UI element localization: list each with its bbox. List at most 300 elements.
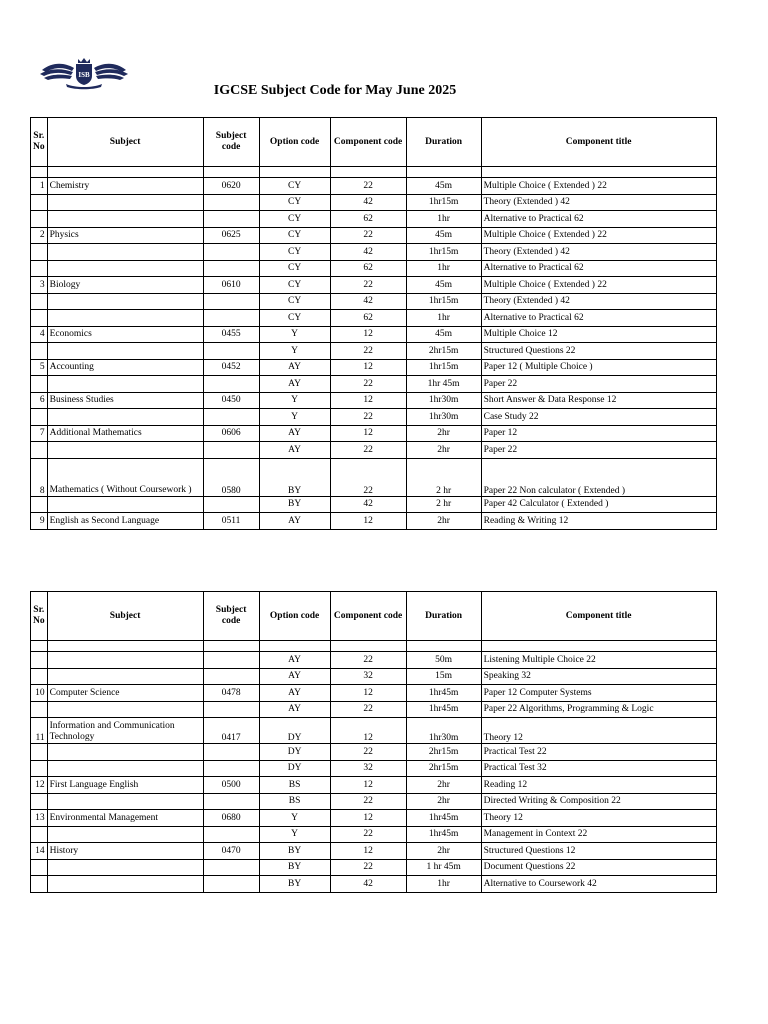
option-code-cell: DY: [259, 718, 330, 744]
subject-cell: [47, 826, 203, 843]
component-code-cell: 42: [330, 876, 406, 893]
component-code-cell: 22: [330, 442, 406, 459]
subject-cell: [47, 293, 203, 310]
sr-no-cell: 14: [31, 843, 48, 860]
component-title-cell: Paper 12 Computer Systems: [481, 685, 716, 702]
subject-cell: [47, 744, 203, 761]
component-title-cell: Multiple Choice ( Extended ) 22: [481, 178, 716, 195]
component-code-cell: 22: [330, 859, 406, 876]
table-row: [31, 685, 717, 702]
subject-code-cell: 0470: [203, 843, 259, 860]
option-code-cell: AY: [259, 701, 330, 718]
component-code-cell: 12: [330, 777, 406, 794]
duration-cell: 1hr45m: [406, 810, 481, 827]
component-code-cell: 32: [330, 760, 406, 777]
option-code-cell: CY: [259, 211, 330, 228]
subject-cell: Mathematics ( Without Coursework ): [47, 458, 203, 496]
component-code-cell: 22: [330, 744, 406, 761]
option-code-cell: Y: [259, 343, 330, 360]
sr-no-cell: 4: [31, 326, 48, 343]
sr-no-cell: 8: [31, 458, 48, 496]
duration-cell: 2 hr: [406, 496, 481, 513]
duration-cell: 15m: [406, 668, 481, 685]
component-title-cell: Theory 12: [481, 718, 716, 744]
duration-cell: 1hr 45m: [406, 376, 481, 393]
header-subject: Subject: [47, 592, 203, 641]
component-title-cell: Structured Questions 12: [481, 843, 716, 860]
subject-code-cell: [203, 293, 259, 310]
option-code-cell: CY: [259, 277, 330, 294]
table-row: [31, 744, 717, 761]
component-code-cell: 12: [330, 843, 406, 860]
component-title-cell: Paper 22 Non calculator ( Extended ): [481, 458, 716, 496]
table-row: [31, 343, 717, 360]
empty-cell: [203, 641, 259, 652]
duration-cell: 2hr: [406, 793, 481, 810]
subject-cell: [47, 211, 203, 228]
component-code-cell: 12: [330, 513, 406, 530]
subject-code-cell: [203, 343, 259, 360]
subject-cell: [47, 260, 203, 277]
subject-code-table-2: [30, 591, 717, 893]
sr-no-cell: [31, 376, 48, 393]
option-code-cell: BY: [259, 876, 330, 893]
table-row: [31, 425, 717, 442]
subject-code-cell: [203, 194, 259, 211]
subject-cell: [47, 701, 203, 718]
component-code-cell: 12: [330, 718, 406, 744]
duration-cell: 1hr30m: [406, 392, 481, 409]
component-code-cell: 22: [330, 409, 406, 426]
table-row: [31, 718, 717, 744]
component-title-cell: Paper 12: [481, 425, 716, 442]
sr-no-cell: 7: [31, 425, 48, 442]
subject-cell: [47, 442, 203, 459]
sr-no-cell: 5: [31, 359, 48, 376]
subject-code-cell: [203, 376, 259, 393]
subject-code-cell: 0500: [203, 777, 259, 794]
table-row: [31, 843, 717, 860]
option-code-cell: BS: [259, 793, 330, 810]
component-title-cell: Management in Context 22: [481, 826, 716, 843]
table-row: [31, 513, 717, 530]
header-sr-no: Sr. No: [31, 592, 48, 641]
duration-cell: 1hr30m: [406, 409, 481, 426]
header-subject-code: Subject code: [203, 592, 259, 641]
option-code-cell: Y: [259, 826, 330, 843]
duration-cell: 1hr45m: [406, 701, 481, 718]
table-row: [31, 859, 717, 876]
empty-cell: [330, 641, 406, 652]
sr-no-cell: 2: [31, 227, 48, 244]
component-title-cell: Paper 12 ( Multiple Choice ): [481, 359, 716, 376]
option-code-cell: Y: [259, 409, 330, 426]
subject-code-cell: [203, 744, 259, 761]
duration-cell: 45m: [406, 227, 481, 244]
empty-cell: [31, 641, 48, 652]
option-code-cell: DY: [259, 744, 330, 761]
subject-code-cell: [203, 760, 259, 777]
subject-code-cell: 0580: [203, 458, 259, 496]
subject-code-cell: [203, 244, 259, 261]
sr-no-cell: [31, 793, 48, 810]
table-row: [31, 409, 717, 426]
component-code-cell: 62: [330, 260, 406, 277]
sr-no-cell: [31, 876, 48, 893]
component-title-cell: Document Questions 22: [481, 859, 716, 876]
sr-no-cell: [31, 652, 48, 669]
header-option-code: Option code: [259, 118, 330, 167]
sr-no-cell: [31, 668, 48, 685]
option-code-cell: AY: [259, 425, 330, 442]
subject-code-cell: [203, 409, 259, 426]
option-code-cell: AY: [259, 652, 330, 669]
sr-no-cell: [31, 442, 48, 459]
table-row: [31, 810, 717, 827]
option-code-cell: CY: [259, 293, 330, 310]
table-row: [31, 260, 717, 277]
subject-code-cell: 0450: [203, 392, 259, 409]
component-title-cell: Reading & Writing 12: [481, 513, 716, 530]
component-title-cell: Multiple Choice ( Extended ) 22: [481, 277, 716, 294]
sr-no-cell: 3: [31, 277, 48, 294]
component-code-cell: 12: [330, 810, 406, 827]
sr-no-cell: [31, 701, 48, 718]
empty-cell: [481, 167, 716, 178]
header-duration: Duration: [406, 118, 481, 167]
duration-cell: 2hr: [406, 777, 481, 794]
sr-no-cell: 12: [31, 777, 48, 794]
duration-cell: 1hr15m: [406, 244, 481, 261]
sr-no-cell: [31, 760, 48, 777]
table-row: [31, 376, 717, 393]
table-row: [31, 293, 717, 310]
table-row: [31, 876, 717, 893]
duration-cell: 1hr15m: [406, 359, 481, 376]
subject-cell: [47, 496, 203, 513]
subject-cell: Economics: [47, 326, 203, 343]
subject-code-cell: 0455: [203, 326, 259, 343]
component-code-cell: 42: [330, 293, 406, 310]
sr-no-cell: [31, 343, 48, 360]
subject-code-cell: [203, 652, 259, 669]
header-component-code: Component code: [330, 118, 406, 167]
subject-cell: [47, 760, 203, 777]
table-row: [31, 760, 717, 777]
option-code-cell: BY: [259, 843, 330, 860]
sr-no-cell: [31, 409, 48, 426]
table-row: [31, 652, 717, 669]
duration-cell: 2hr15m: [406, 744, 481, 761]
duration-cell: 1hr45m: [406, 826, 481, 843]
empty-cell: [47, 641, 203, 652]
svg-text:ISB: ISB: [78, 71, 90, 79]
subject-cell: English as Second Language: [47, 513, 203, 530]
option-code-cell: BY: [259, 458, 330, 496]
subject-code-cell: [203, 859, 259, 876]
component-title-cell: Paper 42 Calculator ( Extended ): [481, 496, 716, 513]
component-title-cell: Case Study 22: [481, 409, 716, 426]
component-code-cell: 12: [330, 326, 406, 343]
subject-cell: Environmental Management: [47, 810, 203, 827]
header-option-code: Option code: [259, 592, 330, 641]
duration-cell: 2hr15m: [406, 760, 481, 777]
duration-cell: 1hr: [406, 876, 481, 893]
table-header-row: [31, 592, 717, 641]
component-code-cell: 22: [330, 701, 406, 718]
subject-code-cell: [203, 701, 259, 718]
subject-cell: First Language English: [47, 777, 203, 794]
table-row: [31, 359, 717, 376]
option-code-cell: Y: [259, 326, 330, 343]
table-row: [31, 326, 717, 343]
component-title-cell: Paper 22 Algorithms, Programming & Logic: [481, 701, 716, 718]
subject-code-cell: [203, 260, 259, 277]
empty-cell: [31, 167, 48, 178]
spacer-row: [31, 641, 717, 652]
component-title-cell: Practical Test 32: [481, 760, 716, 777]
empty-cell: [406, 641, 481, 652]
subject-code-cell: 0620: [203, 178, 259, 195]
component-title-cell: Paper 22: [481, 376, 716, 393]
component-title-cell: Theory (Extended ) 42: [481, 244, 716, 261]
table-row: [31, 310, 717, 327]
sr-no-cell: [31, 496, 48, 513]
sr-no-cell: 9: [31, 513, 48, 530]
component-code-cell: 22: [330, 227, 406, 244]
duration-cell: 1 hr 45m: [406, 859, 481, 876]
subject-cell: [47, 876, 203, 893]
component-code-cell: 62: [330, 211, 406, 228]
subject-code-cell: [203, 310, 259, 327]
component-title-cell: Reading 12: [481, 777, 716, 794]
subject-code-cell: [203, 668, 259, 685]
table-row: [31, 777, 717, 794]
subject-cell: History: [47, 843, 203, 860]
option-code-cell: BY: [259, 496, 330, 513]
duration-cell: 1hr: [406, 310, 481, 327]
table-row: [31, 458, 717, 496]
subject-cell: Chemistry: [47, 178, 203, 195]
subject-cell: [47, 793, 203, 810]
table-row: [31, 442, 717, 459]
subject-cell: Accounting: [47, 359, 203, 376]
subject-cell: Computer Science: [47, 685, 203, 702]
sr-no-cell: [31, 211, 48, 228]
duration-cell: 1hr30m: [406, 718, 481, 744]
subject-cell: Physics: [47, 227, 203, 244]
table-row: [31, 826, 717, 843]
duration-cell: 2hr15m: [406, 343, 481, 360]
empty-cell: [330, 167, 406, 178]
component-code-cell: 12: [330, 392, 406, 409]
subject-cell: Additional Mathematics: [47, 425, 203, 442]
table-row: [31, 211, 717, 228]
subject-cell: [47, 310, 203, 327]
component-code-cell: 12: [330, 685, 406, 702]
component-code-cell: 42: [330, 496, 406, 513]
subject-cell: [47, 343, 203, 360]
component-title-cell: Speaking 32: [481, 668, 716, 685]
component-code-cell: 22: [330, 793, 406, 810]
page-title: IGCSE Subject Code for May June 2025: [213, 83, 457, 98]
option-code-cell: BY: [259, 859, 330, 876]
subject-code-table-1: [30, 117, 717, 530]
component-code-cell: 12: [330, 359, 406, 376]
component-title-cell: Paper 22: [481, 442, 716, 459]
subject-cell: [47, 652, 203, 669]
component-code-cell: 22: [330, 826, 406, 843]
header-subject-code: Subject code: [203, 118, 259, 167]
component-title-cell: Theory (Extended ) 42: [481, 293, 716, 310]
option-code-cell: DY: [259, 760, 330, 777]
table-row: [31, 793, 717, 810]
option-code-cell: CY: [259, 260, 330, 277]
component-code-cell: 42: [330, 194, 406, 211]
subject-cell: [47, 668, 203, 685]
table-row: [31, 194, 717, 211]
subject-code-cell: [203, 826, 259, 843]
subject-code-cell: 0610: [203, 277, 259, 294]
component-title-cell: Alternative to Practical 62: [481, 310, 716, 327]
component-title-cell: Theory (Extended ) 42: [481, 194, 716, 211]
sr-no-cell: 10: [31, 685, 48, 702]
duration-cell: 45m: [406, 326, 481, 343]
component-code-cell: 12: [330, 425, 406, 442]
duration-cell: 50m: [406, 652, 481, 669]
table-row: [31, 227, 717, 244]
component-title-cell: Listening Multiple Choice 22: [481, 652, 716, 669]
subject-code-cell: 0680: [203, 810, 259, 827]
subject-cell: Biology: [47, 277, 203, 294]
table-row: [31, 496, 717, 513]
subject-cell: Information and Communication Technology: [47, 718, 203, 744]
component-code-cell: 22: [330, 178, 406, 195]
subject-code-cell: [203, 211, 259, 228]
component-title-cell: Theory 12: [481, 810, 716, 827]
option-code-cell: BS: [259, 777, 330, 794]
sr-no-cell: [31, 310, 48, 327]
header-duration: Duration: [406, 592, 481, 641]
header-sr-no: Sr. No: [31, 118, 48, 167]
duration-cell: 45m: [406, 178, 481, 195]
subject-cell: Business Studies: [47, 392, 203, 409]
subject-cell: [47, 859, 203, 876]
subject-cell: [47, 409, 203, 426]
sr-no-cell: [31, 293, 48, 310]
header-subject: Subject: [47, 118, 203, 167]
empty-cell: [406, 167, 481, 178]
table-header-row: [31, 118, 717, 167]
subject-code-cell: [203, 442, 259, 459]
subject-code-cell: 0511: [203, 513, 259, 530]
duration-cell: 1hr15m: [406, 293, 481, 310]
header-component-title: Component title: [481, 592, 716, 641]
empty-cell: [481, 641, 716, 652]
header-component-code: Component code: [330, 592, 406, 641]
component-title-cell: Practical Test 22: [481, 744, 716, 761]
duration-cell: 1hr: [406, 260, 481, 277]
subject-code-cell: 0478: [203, 685, 259, 702]
component-title-cell: Multiple Choice 12: [481, 326, 716, 343]
component-title-cell: Alternative to Practical 62: [481, 260, 716, 277]
spacer-row: [31, 167, 717, 178]
subject-code-cell: [203, 876, 259, 893]
duration-cell: 2hr: [406, 425, 481, 442]
component-title-cell: Alternative to Practical 62: [481, 211, 716, 228]
table-row: [31, 277, 717, 294]
subject-cell: [47, 194, 203, 211]
subject-cell: [47, 376, 203, 393]
component-title-cell: Multiple Choice ( Extended ) 22: [481, 227, 716, 244]
sr-no-cell: [31, 859, 48, 876]
option-code-cell: AY: [259, 376, 330, 393]
duration-cell: 45m: [406, 277, 481, 294]
duration-cell: 1hr: [406, 211, 481, 228]
option-code-cell: CY: [259, 178, 330, 195]
sr-no-cell: 1: [31, 178, 48, 195]
sr-no-cell: [31, 260, 48, 277]
subject-cell: [47, 244, 203, 261]
subject-code-cell: [203, 496, 259, 513]
table-row: [31, 392, 717, 409]
option-code-cell: AY: [259, 442, 330, 459]
sr-no-cell: 13: [31, 810, 48, 827]
component-code-cell: 22: [330, 652, 406, 669]
duration-cell: 2hr: [406, 843, 481, 860]
option-code-cell: AY: [259, 685, 330, 702]
component-code-cell: 22: [330, 376, 406, 393]
duration-cell: 1hr45m: [406, 685, 481, 702]
table-row: [31, 178, 717, 195]
component-code-cell: 62: [330, 310, 406, 327]
empty-cell: [203, 167, 259, 178]
subject-code-cell: 0417: [203, 718, 259, 744]
component-code-cell: 42: [330, 244, 406, 261]
sr-no-cell: 11: [31, 718, 48, 744]
component-title-cell: Structured Questions 22: [481, 343, 716, 360]
subject-code-cell: 0625: [203, 227, 259, 244]
component-code-cell: 22: [330, 343, 406, 360]
option-code-cell: Y: [259, 392, 330, 409]
subject-code-cell: 0452: [203, 359, 259, 376]
table-row: [31, 244, 717, 261]
table-row: [31, 701, 717, 718]
component-code-cell: 22: [330, 277, 406, 294]
subject-code-cell: 0606: [203, 425, 259, 442]
option-code-cell: CY: [259, 244, 330, 261]
option-code-cell: AY: [259, 513, 330, 530]
option-code-cell: CY: [259, 310, 330, 327]
component-title-cell: Directed Writing & Composition 22: [481, 793, 716, 810]
option-code-cell: AY: [259, 359, 330, 376]
sr-no-cell: [31, 826, 48, 843]
option-code-cell: CY: [259, 194, 330, 211]
subject-code-cell: [203, 793, 259, 810]
option-code-cell: AY: [259, 668, 330, 685]
duration-cell: 2hr: [406, 513, 481, 530]
sr-no-cell: [31, 194, 48, 211]
option-code-cell: CY: [259, 227, 330, 244]
component-title-cell: Alternative to Coursework 42: [481, 876, 716, 893]
table-row: [31, 668, 717, 685]
empty-cell: [47, 167, 203, 178]
header-component-title: Component title: [481, 118, 716, 167]
sr-no-cell: 6: [31, 392, 48, 409]
duration-cell: 2hr: [406, 442, 481, 459]
option-code-cell: Y: [259, 810, 330, 827]
component-code-cell: 22: [330, 458, 406, 496]
